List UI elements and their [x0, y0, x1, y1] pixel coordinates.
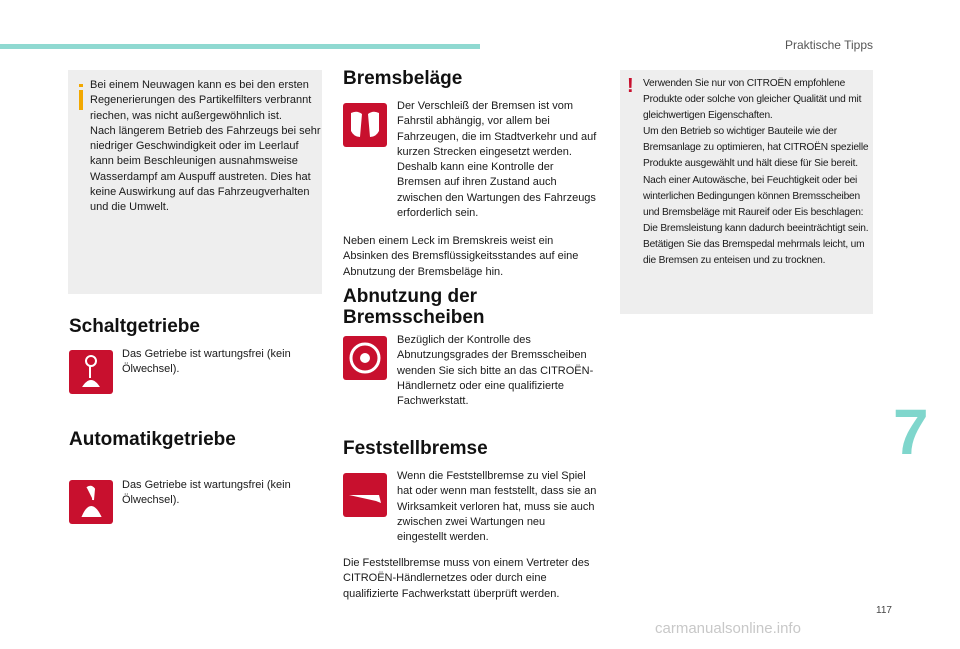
gearshift-icon: [69, 350, 113, 394]
feststellbremse-paragraph: Die Feststellbremse muss von einem Vertreter des CITROËN-Händlernetzes oder durch eine qualifizierte Fachwerkstatt überprüft werden.: [343, 557, 590, 600]
schaltgetriebe-text: Das Getriebe ist wartungsfrei (kein Ölwechsel).: [122, 348, 291, 376]
parking-brake-icon: [343, 473, 387, 517]
heading-feststellbremse: Feststellbremse: [343, 438, 488, 459]
header-accent-bar: [0, 44, 480, 49]
heading-automatikgetriebe: Automatikgetriebe: [69, 429, 236, 450]
section-title: Praktische Tipps: [784, 38, 873, 52]
feststellbremse-text: Wenn die Feststellbremse zu viel Spiel hat oder wenn man feststellt, dass sie an Wirksamkeit verloren hat, muss sie auch zwischen zwei Wartungen neu eingestellt werden.: [397, 470, 597, 544]
warning-box-text: Verwenden Sie nur von CITROËN empfohlene Produkte oder solche von gleicher Qualität und mit gleichwertigen Eigenschaften. Um den Betrieb so wichtiger Bauteile wie der Bremsanlage zu optimieren, hat CITROËN spezielle Produkte ausgewählt und hält diese für Sie bereit. Nach einer Autowäsche, bei Feuchtigkeit oder bei winterlichen Bedingungen können Bremsscheiben und Bremsbeläge mit Raureif oder Eis beschlagen: Die Bremsleistung kann dadurch beeinträchtigt sein. Betätigen Sie das Bremspedal mehrmals leicht, um die Bremsen zu enteisen und zu trocknen.: [643, 78, 869, 267]
heading-schaltgetriebe: Schaltgetriebe: [69, 316, 200, 337]
warning-icon: !: [627, 75, 634, 97]
page-number: 117: [876, 605, 892, 616]
info-box-text: Bei einem Neuwagen kann es bei den ersten Regenerierungen des Partikelfilters verbrannt riechen, was nicht außergewöhnlich ist. Nach längerem Betrieb des Fahrzeugs bei sehr niedriger Geschwindigkeit oder im Leerlauf kann beim Beschleunigen ausnahmsweise Wasserdampf am Auspuff austreten. Dies hat keine Auswirkung auf das Fahrzeugverhalten und die Umwelt.: [90, 79, 321, 214]
heading-bremsbelaege: Bremsbeläge: [343, 68, 463, 89]
watermark: carmanualsonline.info: [655, 620, 801, 637]
info-icon: [79, 90, 83, 110]
brake-disc-icon: [343, 336, 387, 380]
bremsbelaege-paragraph: Neben einem Leck im Bremskreis weist ein Absinken des Bremsflüssigkeitsstandes auf eine Abnutzung der Bremsbeläge hin.: [343, 235, 579, 278]
automatikgetriebe-text: Das Getriebe ist wartungsfrei (kein Ölwechsel).: [122, 479, 291, 507]
bremsscheiben-text: Bezüglich der Kontrolle des Abnutzungsgrades der Bremsscheiben wenden Sie sich bitte an das CITROËN-Händlernetz oder eine qualifizierte Fachwerkstatt.: [397, 334, 594, 408]
automatic-selector-icon: [69, 480, 113, 524]
chapter-number: 7: [893, 396, 929, 468]
info-box: [68, 70, 322, 294]
heading-bremsscheiben: Abnutzung der Bremsscheiben: [343, 286, 485, 328]
warning-box: [620, 70, 873, 314]
brake-pads-icon: [343, 103, 387, 147]
bremsbelaege-text: Der Verschleiß der Bremsen ist vom Fahrstil abhängig, vor allem bei Fahrzeugen, die im Stadtverkehr und auf kurzen Strecken eingesetzt werden. Deshalb kann eine Kontrolle der Bremsen auf ihren Zustand auch zwischen den Wartungen des Fahrzeugs erforderlich sein.: [397, 100, 597, 220]
